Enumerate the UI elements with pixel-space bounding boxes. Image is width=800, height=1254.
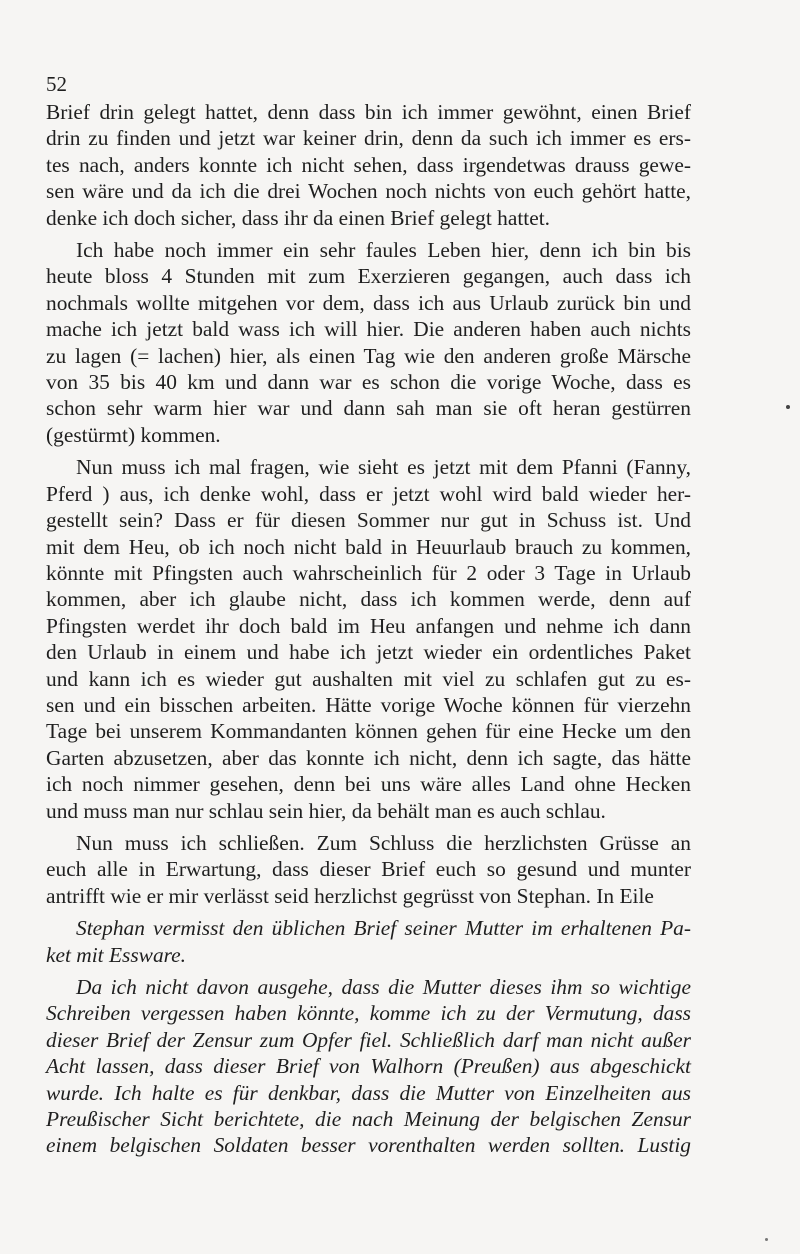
text-line: Stephan vermisst den üblichen Brief seiner Mutter im erhaltenen Pa- xyxy=(76,916,691,941)
text-line: Nun muss ich mal fragen, wie sieht es jetzt mit dem Pfanni (Fanny, xyxy=(76,455,691,480)
text-line: von 35 bis 40 km und dann war es schon die vorige Woche, dass es xyxy=(46,370,691,395)
text-line: mit dem Heu, ob ich noch nicht bald in Heuurlaub brauch zu kommen, xyxy=(46,534,691,559)
text-line: Schreiben vergessen haben könnte, komme ich zu der Vermutung, dass xyxy=(46,1001,691,1026)
body-text xyxy=(46,99,691,1159)
page-number: 52 xyxy=(46,72,67,96)
margin-mark xyxy=(786,405,790,409)
text-line: gestellt sein? Dass er für diesen Sommer nur gut in Schuss ist. Und xyxy=(46,508,691,533)
text-line: Garten abzusetzen, aber das konnte ich nicht, denn ich sagte, das hätte xyxy=(46,745,691,770)
text-line: Pfingsten werdet ihr doch bald im Heu anfangen und nehme ich dann xyxy=(46,613,691,638)
text-line: ich noch nimmer gesehen, denn bei uns wäre alles Land ohne Hecken xyxy=(46,772,691,797)
text-line: zu lagen (= lachen) hier, als einen Tag wie den anderen große Märsche xyxy=(46,343,691,368)
text-line: einem belgischen Soldaten besser vorenthalten werden sollten. Lustig xyxy=(46,1133,691,1158)
text-line: heute bloss 4 Stunden mit zum Exerzieren gegangen, auch dass ich xyxy=(46,264,691,289)
text-line: mache ich jetzt bald wass ich will hier. Die anderen haben auch nichts xyxy=(46,317,691,342)
text-line: drin zu finden und jetzt war keiner drin, denn da such ich immer es ers- xyxy=(46,126,691,151)
text-line: Preußischer Sicht berichtete, die nach Meinung der belgischen Zensur xyxy=(46,1107,691,1132)
letter-paragraph xyxy=(46,99,691,231)
text-line: wurde. Ich halte es für denkbar, dass die Mutter von Einzelheiten aus xyxy=(46,1080,691,1105)
text-line: tes nach, anders konnte ich nicht sehen, dass irgendetwas drauss gewe- xyxy=(46,152,691,177)
text-line: Ich habe noch immer ein sehr faules Leben hier, denn ich bin bis xyxy=(76,238,691,263)
letter-paragraph xyxy=(46,237,691,448)
text-line: Nun muss ich schließen. Zum Schluss die herzlichsten Grüsse an xyxy=(76,830,691,855)
text-line: ket mit Essware. xyxy=(46,942,187,967)
text-line: sen und ein bisschen arbeiten. Hätte vorige Woche können für vierzehn xyxy=(46,692,691,717)
text-line: schon sehr warm hier war und dann sah man sie oft heran gestürren xyxy=(46,396,691,421)
text-line: antrifft wie er mir verlässt seid herzlichst gegrüsst von Stephan. In Eile xyxy=(46,883,654,908)
commentary-paragraph xyxy=(46,974,691,1159)
text-line: Brief drin gelegt hattet, denn dass bin ich immer gewöhnt, einen Brief xyxy=(46,100,691,124)
commentary-paragraph xyxy=(46,915,691,968)
text-line: kommen, aber ich glaube nicht, dass ich kommen werde, denn auf xyxy=(46,587,691,612)
text-line: Tage bei unserem Kommandanten können gehen für eine Hecke um den xyxy=(46,719,691,744)
text-line: dieser Brief der Zensur zum Opfer fiel. Schließlich darf man nicht außer xyxy=(46,1027,691,1052)
text-line: denke ich doch sicher, dass ihr da einen Brief gelegt hattet. xyxy=(46,205,551,230)
text-line: könnte mit Pfingsten auch wahrscheinlich für 2 oder 3 Tage in Urlaub xyxy=(46,560,691,585)
text-line: Da ich nicht davon ausgehe, dass die Mutter dieses ihm so wichtige xyxy=(76,975,691,999)
text-line: Acht lassen, dass dieser Brief von Walhorn (Preußen) aus abgeschickt xyxy=(46,1054,691,1079)
text-line: und kann ich es wieder gut aushalten mit viel zu schlafen gut zu es- xyxy=(46,666,691,691)
text-line: den Urlaub in einem und habe ich jetzt wieder ein ordentliches Paket xyxy=(46,640,691,665)
text-line: nochmals wollte mitgehen vor dem, dass ich aus Urlaub zurück bin und xyxy=(46,290,691,315)
letter-paragraph xyxy=(46,830,691,909)
letter-paragraph xyxy=(46,454,691,824)
text-line: und muss man nur schlau sein hier, da behält man es auch schlau. xyxy=(46,798,606,823)
text-line: Pferd ) aus, ich denke wohl, dass er jetzt wohl wird bald wieder her- xyxy=(46,481,691,506)
margin-mark xyxy=(765,1238,768,1241)
text-line: (gestürmt) kommen. xyxy=(46,422,221,447)
text-line: sen wäre und da ich die drei Wochen noch nichts von euch gehört hatte, xyxy=(46,179,691,204)
text-line: euch alle in Erwartung, dass dieser Brief euch so gesund und munter xyxy=(46,857,691,882)
